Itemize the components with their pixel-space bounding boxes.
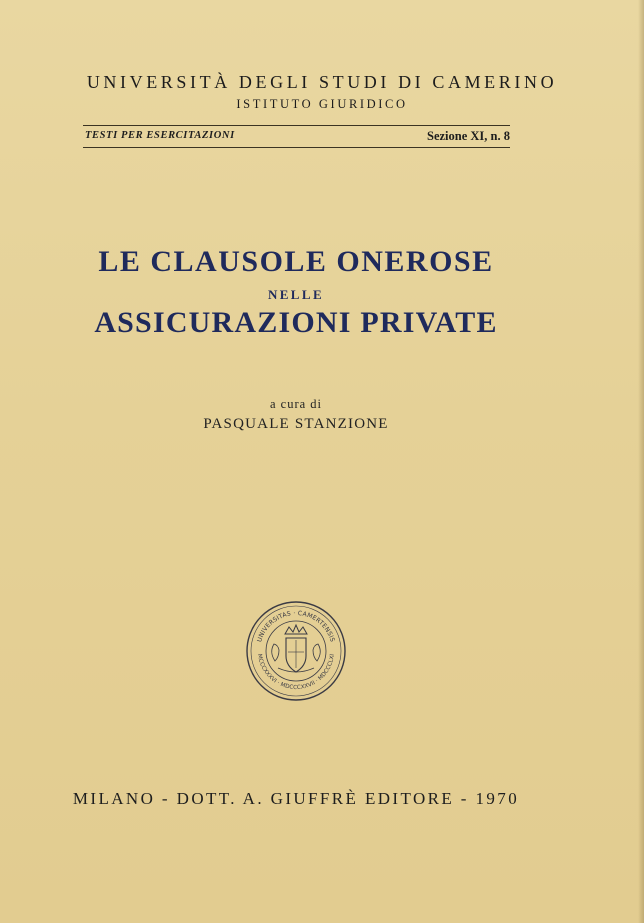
curator-label: a cura di [269, 397, 323, 411]
page-edge-shadow [638, 0, 644, 923]
institute-name: ISTITUTO GIURIDICO [236, 97, 408, 111]
title-connector: NELLE [267, 287, 325, 302]
university-seal-icon [245, 600, 347, 702]
top-rule [83, 125, 510, 126]
seal-top-text: UNIVERSITAS · CAMERTENSIS [256, 609, 336, 643]
author-name: PASQUALE STANZIONE [203, 416, 389, 432]
title-line-1: LE CLAUSOLE ONEROSE [98, 245, 494, 278]
university-name: UNIVERSITÀ DEGLI STUDI DI CAMERINO [86, 72, 558, 92]
seal-bottom-text: MCCCXXXVI · MDCCCXXVII · MDCCCLXI [256, 653, 336, 692]
series-name: TESTI PER ESERCITAZIONI [85, 130, 235, 141]
series-section: Sezione XI, n. 8 [427, 129, 510, 143]
bottom-rule [83, 147, 510, 148]
publisher-imprint: MILANO - DOTT. A. GIUFFRÈ EDITORE - 1970 [72, 789, 520, 808]
title-line-2: ASSICURAZIONI PRIVATE [94, 306, 498, 339]
